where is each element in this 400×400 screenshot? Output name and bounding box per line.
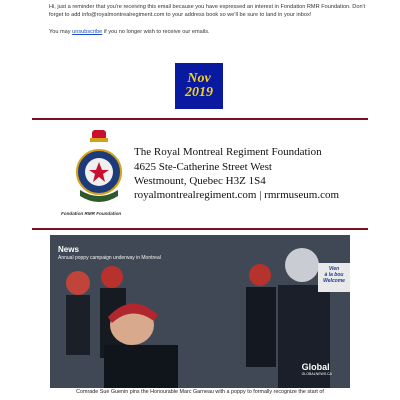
newsletter-date-badge	[175, 63, 223, 109]
foundation-websites[interactable]: royalmontrealregiment.com | rmrmuseum.com	[134, 189, 340, 201]
global-news-logo	[302, 362, 332, 376]
foundation-name: The Royal Montreal Regiment Foundation	[134, 146, 322, 158]
news-video-frame[interactable]	[50, 235, 350, 388]
unsubscribe-paragraph	[49, 28, 369, 36]
sign-line-1: Vien	[328, 266, 340, 272]
sign-line-2: à la bou	[324, 272, 344, 278]
photo-caption: Comrade Sue Guenin pins the Honourable Marc Garneau with a poppy to formally recognize the start of	[76, 389, 324, 395]
divider-bottom	[32, 228, 368, 230]
video-channel: News	[58, 245, 79, 254]
background-sign	[318, 263, 350, 292]
badge-year: 2019	[185, 85, 213, 100]
global-logo-text: Global	[301, 362, 330, 372]
badge-month: Nov	[187, 71, 211, 86]
sign-line-3: Welcome	[323, 278, 345, 284]
foundation-city: Westmount, Quebec H3Z 1S4	[134, 175, 266, 187]
foundation-footer-label: Fondation RMR Foundation	[61, 211, 122, 216]
regiment-crest-icon	[74, 128, 124, 208]
divider-top	[32, 118, 368, 120]
global-logo-sub: GLOBALNEWS.CA	[301, 372, 332, 376]
intro-text	[49, 3, 369, 44]
unsubscribe-link[interactable]: unsubscribe	[72, 28, 103, 35]
intro-paragraph: Hi, just a reminder that you're receiving this email because you have expressed an interest in Fondation RMR Foundation. Don't forget to add info@royalmontrealregiment.com to your address book so we'll be sure to land in your inbox!	[49, 4, 366, 19]
unsubscribe-suffix: if you no longer wish to receive our emails.	[102, 28, 210, 35]
video-subtitle: Annual poppy campaign underway in Montreal	[58, 255, 161, 261]
unsubscribe-prefix: You may	[49, 28, 73, 35]
foundation-street: 4625 Ste-Catherine Street West	[134, 161, 272, 173]
